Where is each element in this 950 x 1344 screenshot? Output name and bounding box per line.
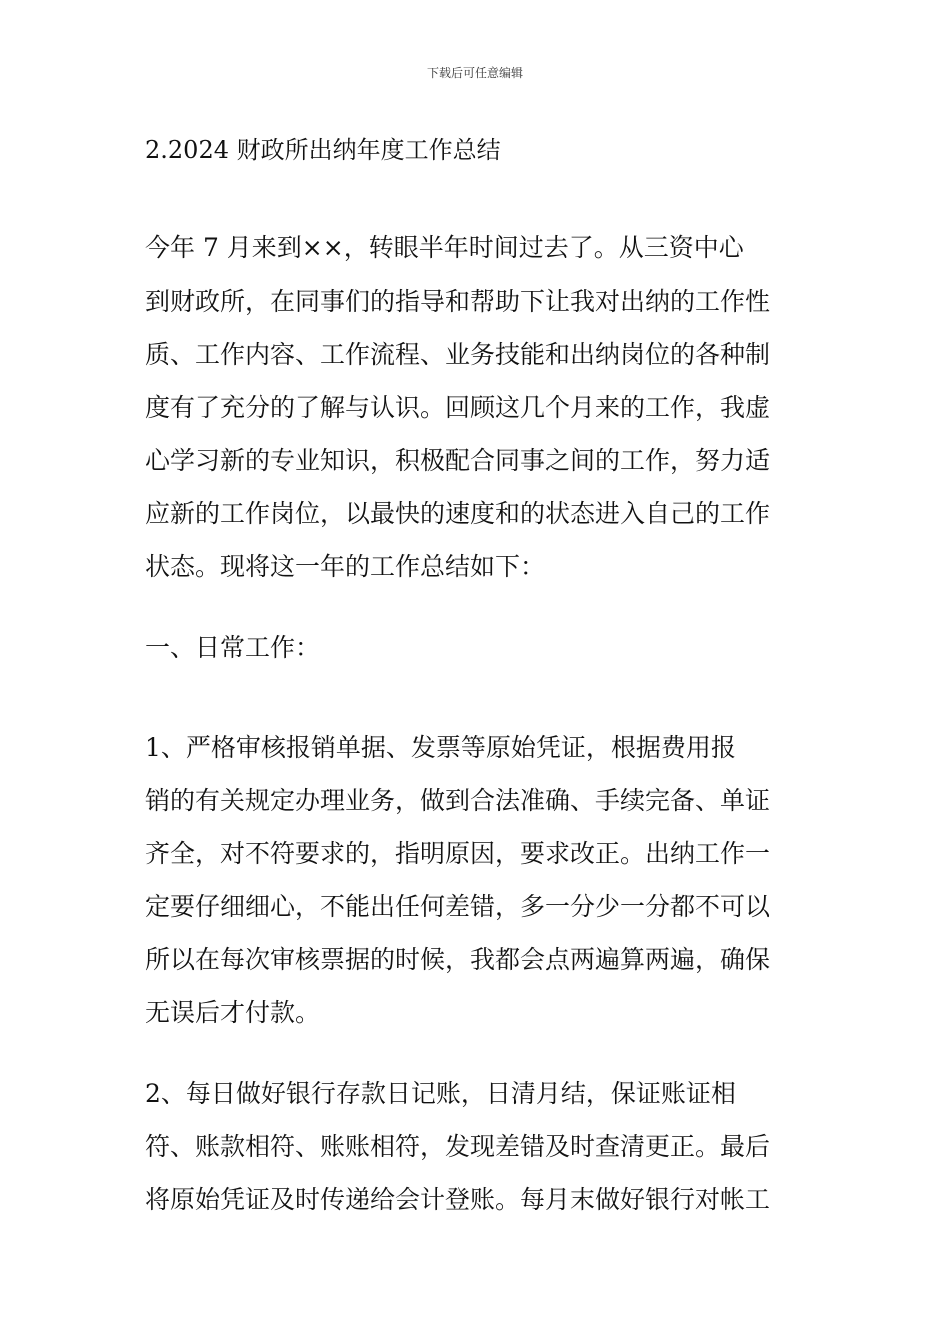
header-note: 下载后可任意编辑: [426, 66, 523, 80]
intro-line: 今年 7 月来到××，转眼半年时间过去了。从三资中心: [145, 233, 744, 262]
item-1-line: 1、严格审核报销单据、发票等原始凭证，根据费用报: [145, 733, 736, 762]
intro-line: 质、工作内容、工作流程、业务技能和出纳岗位的各种制: [145, 340, 771, 369]
item-1-line: 所以在每次审核票据的时候，我都会点两遍算两遍，确保: [145, 945, 771, 974]
document-title: 2.2024 财政所出纳年度工作总结: [145, 136, 501, 164]
item-2-line: 将原始凭证及时传递给会计登账。每月末做好银行对帐工: [145, 1185, 771, 1214]
item-1-line: 无误后才付款。: [145, 998, 321, 1027]
intro-line: 应新的工作岗位，以最快的速度和的状态进入自己的工作: [145, 499, 771, 528]
item-1-line: 定要仔细细心，不能出任何差错，多一分少一分都不可以: [145, 892, 771, 921]
section-heading: 一、日常工作：: [145, 633, 321, 662]
item-2-line: 符、账款相符、账账相符，发现差错及时查清更正。最后: [145, 1132, 771, 1161]
item-2-line: 2、每日做好银行存款日记账，日清月结，保证账证相: [145, 1079, 736, 1108]
item-1-line: 销的有关规定办理业务，做到合法准确、手续完备、单证: [145, 786, 771, 815]
intro-line: 状态。现将这一年的工作总结如下：: [145, 552, 546, 581]
item-1-line: 齐全，对不符要求的，指明原因，要求改正。出纳工作一: [145, 839, 771, 868]
intro-line: 到财政所，在同事们的指导和帮助下让我对出纳的工作性: [145, 287, 771, 316]
intro-line: 度有了充分的了解与认识。回顾这几个月来的工作，我虚: [145, 393, 771, 422]
intro-line: 心学习新的专业知识，积极配合同事之间的工作，努力适: [145, 446, 771, 475]
